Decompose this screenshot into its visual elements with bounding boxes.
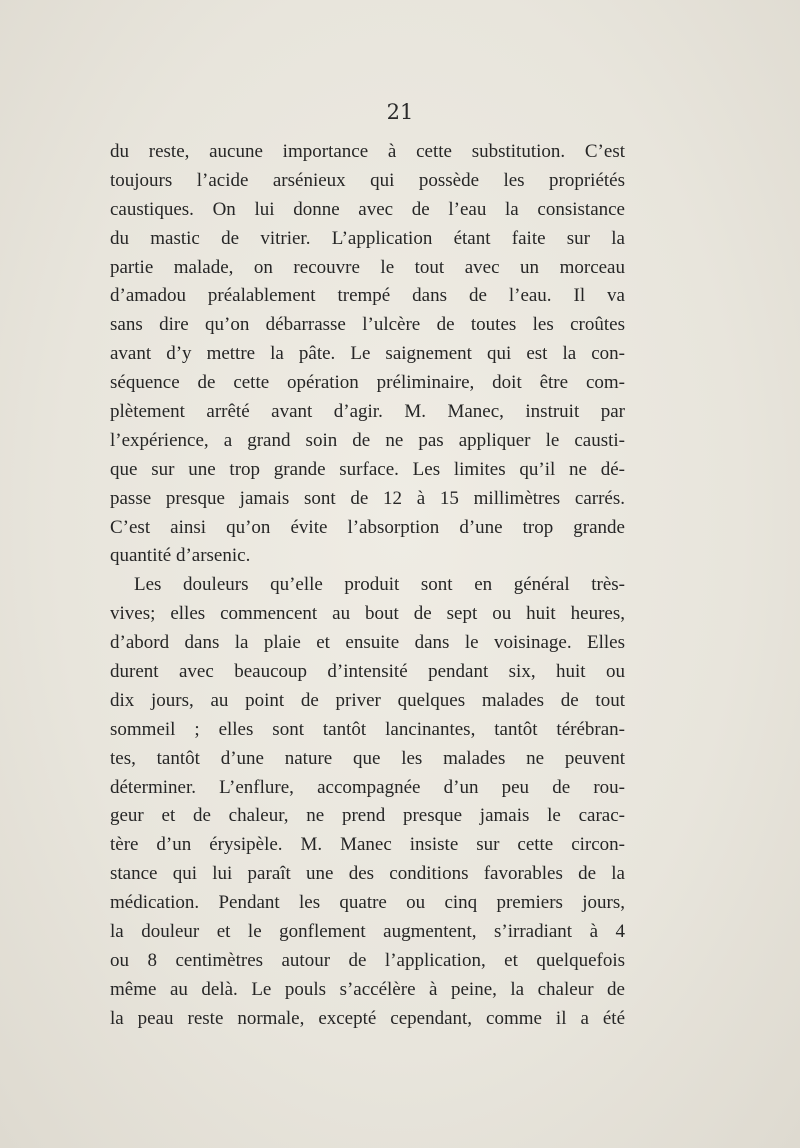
text-line: la peau reste normale, excepté cependant, comme il a été <box>110 1007 625 1029</box>
text-line: la douleur et le gonflement augmentent, s’irradiant à 4 <box>110 921 625 943</box>
text-line: toujours l’acide arsénieux qui possède les propriétés <box>110 169 625 191</box>
text-line: déterminer. L’enflure, accompagnée d’un peu de rou- <box>110 776 625 798</box>
text-line: l’expérience, a grand soin de ne pas appliquer le causti- <box>110 429 625 451</box>
text-line: sans dire qu’on débarrasse l’ulcère de toutes les croûtes <box>110 314 625 336</box>
text-line: d’amadou préalablement trempé dans de l’eau. Il va <box>110 285 625 307</box>
text-line: que sur une trop grande surface. Les limites qu’il ne dé- <box>110 458 625 480</box>
text-line: quantité d’arsenic. <box>110 545 251 567</box>
text-line: durent avec beaucoup d’intensité pendant six, huit ou <box>110 661 625 683</box>
text-line: avant d’y mettre la pâte. Le saignement qui est la con- <box>110 343 625 365</box>
text-line: tes, tantôt d’une nature que les malades ne peuvent <box>110 747 625 769</box>
text-line: dix jours, au point de priver quelques malades de tout <box>110 689 625 711</box>
text-line: passe presque jamais sont de 12 à 15 millimètres carrés. <box>110 487 625 509</box>
text-line: même au delà. Le pouls s’accélère à peine, la chaleur de <box>110 978 625 1000</box>
text-line: partie malade, on recouvre le tout avec un morceau <box>110 256 625 278</box>
page-number: 21 <box>386 100 414 124</box>
text-line: du mastic de vitrier. L’application étant faite sur la <box>110 227 625 249</box>
text-line: plètement arrêté avant d’agir. M. Manec, instruit par <box>110 401 625 423</box>
body-text <box>110 138 625 1034</box>
text-line: vives; elles commencent au bout de sept ou huit heures, <box>110 603 625 625</box>
text-line: d’abord dans la plaie et ensuite dans le voisinage. Elles <box>110 632 625 654</box>
text-line: C’est ainsi qu’on évite l’absorption d’une trop grande <box>110 516 625 538</box>
text-line: du reste, aucune importance à cette substitution. C’est <box>110 141 625 162</box>
text-line: ou 8 centimètres autour de l’application, et quelquefois <box>110 949 625 971</box>
text-line: stance qui lui paraît une des conditions favorables de la <box>110 863 625 885</box>
text-line: Les douleurs qu’elle produit sont en général très- <box>134 574 625 596</box>
text-line: médication. Pendant les quatre ou cinq premiers jours, <box>110 892 625 914</box>
text-line: séquence de cette opération préliminaire, doit être com- <box>110 372 625 394</box>
text-line: caustiques. On lui donne avec de l’eau la consistance <box>110 198 625 220</box>
text-line: sommeil ; elles sont tantôt lancinantes, tantôt térébran- <box>110 718 625 740</box>
text-line: geur et de chaleur, ne prend presque jamais le carac- <box>110 805 625 827</box>
text-line: tère d’un érysipèle. M. Manec insiste sur cette circon- <box>110 834 625 856</box>
